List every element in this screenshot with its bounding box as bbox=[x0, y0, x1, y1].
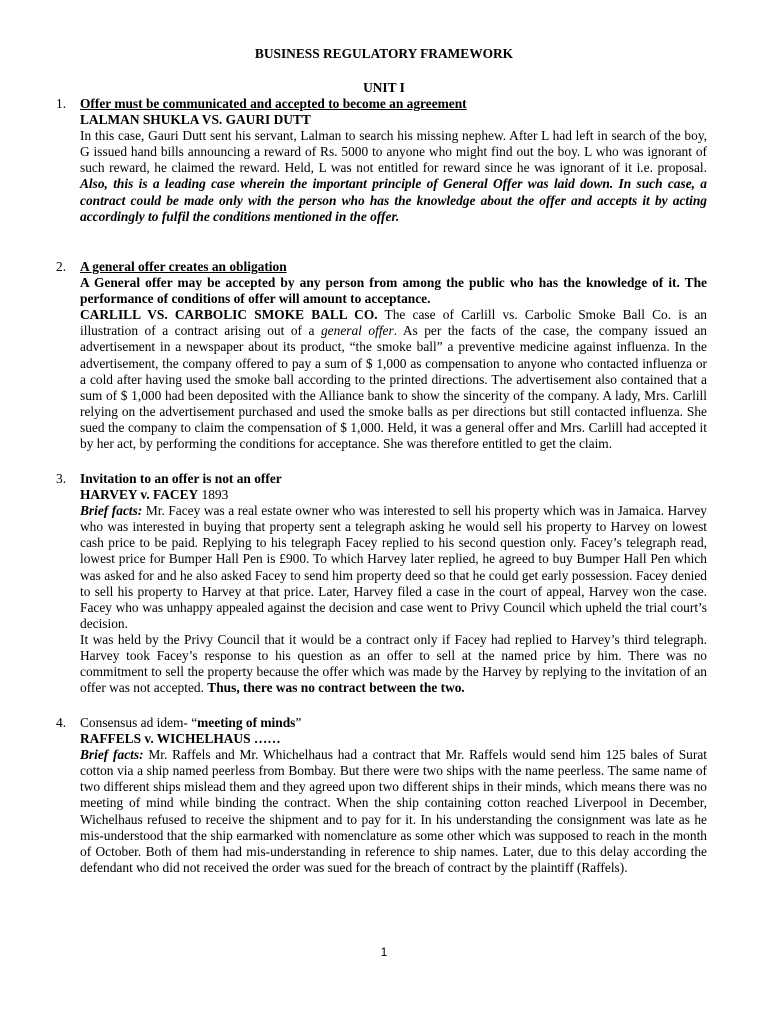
case-paragraph bbox=[80, 503, 707, 632]
paragraph-italic: general offer bbox=[320, 323, 394, 339]
paragraph-emphasis: Also, this is a leading case wherein the important principle of General Offer was laid down. In such case, a contract could be made only with the person who has the knowledge about the offer and accepts it by acting accordingly to fulfil the conditions mentioned in the offer. bbox=[80, 176, 707, 224]
facts-label: Brief facts: bbox=[80, 747, 144, 763]
case-title: HARVEY v. FACEY bbox=[80, 487, 199, 503]
section-heading bbox=[80, 715, 707, 731]
heading-text: ” bbox=[295, 715, 302, 730]
section-number: 2. bbox=[56, 259, 67, 274]
paragraph-text: . As per the facts of the case, the company issued an advertisement in a newspaper about its product, “the smoke ball” a preventive medicine against influenza. In the advertisement, the company offered to pay a sum of $ 1,000 as compensation to anyone who contacted influenza or a cold after having used the smoke ball according to the printed directions. The advertisement also contained that a sum of $ 1,000 had been deposited with the Alliance bank to show the sincerity of the company. A lady, Mrs. Carlill relying on the advertisement purchased and used the smoke balls as per directions but still contacted influenza. She sued the company to claim the compensation of $ 1,000. Held, it was a general offer and Mrs. Carlill had accepted it by her act, by performing the conditions for acceptance. She was therefore entitled to get the claim. bbox=[80, 323, 707, 452]
section-3 bbox=[56, 471, 707, 696]
section-number: 3. bbox=[56, 471, 67, 486]
section-number: 4. bbox=[56, 715, 67, 730]
paragraph-text: It was held by the Privy Council that it would be a contract only if Facey had replied to Harvey’s third telegraph. Harvey took Facey’s response to his question as an offer to sell at the named price by him. There was no commitment to sell the property because the offer which was made by the Harvey by replying to the invitation of an offer was not accepted. bbox=[80, 631, 707, 696]
heading-emphasis: meeting of minds bbox=[197, 715, 296, 730]
unit-title: UNIT I bbox=[363, 80, 405, 95]
case-title: RAFFELS v. WICHELHAUS …… bbox=[80, 731, 281, 747]
case-title: LALMAN SHUKLA VS. GAURI DUTT bbox=[80, 112, 311, 128]
section-heading: Offer must be communicated and accepted to become an agreement bbox=[80, 96, 467, 111]
paragraph-text: Mr. Facey was a real estate owner who was interested to sell his property which was in Jamaica. Harvey who was interested in buying that property sent a telegraph asking he would sell his property to Harvey on lowest cash price to be paid. Replying to his telegraph Facey replied to his second question only. Facey’s telegraph read, lowest price for Bumper Hall Pen is £900. To which Harvey later replied, he agreed to buy Bumper Hall Pen which was asked for and he also asked Facey to send him property deed so that he could get early possession. Facey denied to sell his property to Harvey at that price. Later, Harvey filed a case in the court of appeal, Harvey won the case. Facey who was unhappy appealed against the decision and case went to Privy Council which upheld the trial court’s decision. bbox=[80, 503, 707, 631]
paragraph-text: In this case, Gauri Dutt sent his servant, Lalman to search his missing nephew. After L had left in search of the boy, G issued hand bills announcing a reward of Rs. 5000 to anyone who might find out the boy. L who was ignorant of such reward, he claimed the reward. Held, L was not entitled for reward since he was ignorant of it i.e. proposal. bbox=[80, 128, 707, 176]
section-heading: A general offer creates an obligation bbox=[80, 259, 287, 274]
case-title: CARLILL VS. CARBOLIC SMOKE BALL CO. bbox=[80, 307, 378, 323]
section-number: 1. bbox=[56, 96, 67, 111]
case-title-line bbox=[80, 487, 707, 503]
section-heading: Invitation to an offer is not an offer bbox=[80, 471, 282, 486]
case-paragraph bbox=[80, 307, 707, 452]
paragraph-conclusion: Thus, there was no contract between the two. bbox=[207, 680, 465, 696]
section-2 bbox=[56, 259, 707, 452]
paragraph-text: The case of Carlill vs. Carbolic Smoke Ball Co. is an illustration of a contract arising out of a bbox=[80, 307, 707, 339]
section-1 bbox=[56, 96, 707, 225]
case-paragraph bbox=[80, 128, 707, 225]
facts-label: Brief facts: bbox=[80, 503, 143, 519]
document-title: BUSINESS REGULATORY FRAMEWORK bbox=[254, 46, 514, 61]
heading-text: Consensus ad idem- “ bbox=[80, 715, 198, 730]
holding-paragraph bbox=[80, 632, 707, 696]
case-paragraph bbox=[80, 747, 707, 876]
principle-text: A General offer may be accepted by any person from among the public who has the knowledge of it. The performance of conditions of offer will amount to acceptance. bbox=[80, 275, 707, 307]
case-year: 1893 bbox=[198, 487, 229, 503]
section-4 bbox=[56, 715, 707, 876]
paragraph-text: Mr. Raffels and Mr. Whichelhaus had a contract that Mr. Raffels would send him 125 bales of Surat cotton via a ship named peerless from Bombay. But there were two ships with the name peerless. The same name of two different ships mislead them and they agreed upon two different ships in their minds, which means there was no meeting of mind while binding the contract. When the ship containing cotton reached Liverpool in December, Wichelhaus refused to receive the shipment and to pay for it. In his understanding the consignment was late as he mis-understood that the ship earmarked with nomenclature as some other which was supposed to reach in the month of October. Both of them had mis-understanding in reference to ship names. Later, due to this delay according the defendant who did not received the order was sued for the breach of contract by the plaintiff (Raffels). bbox=[80, 747, 707, 875]
page-number: 1 bbox=[380, 945, 388, 959]
